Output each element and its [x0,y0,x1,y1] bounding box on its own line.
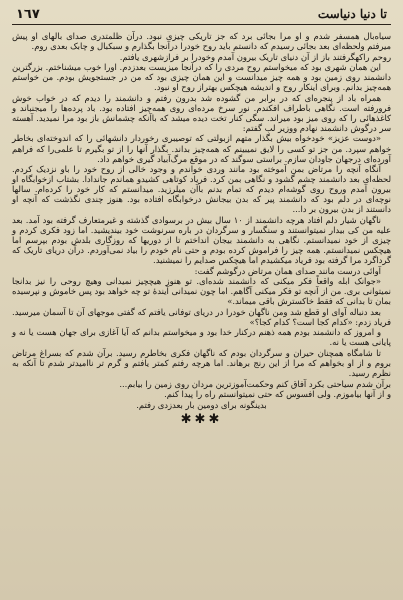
paragraph: «دوست عزیز» خودخواه بیش بگذار متهم ازبولتی که توصیبری رخوردار دانشهائی را که اندوخته‌ای بخاطر خواهم سپرد. من جز تو کسی را لایق نمیبینم که همه‌چیز بداند. بگذار آنها را از تو بگیرم تا علمی‌را که فراهم آورده‌ای درجهان جاودان سازم. براستی سوگند که در موقع مرگ‌آبیاد گیری خواهم داد. [12,133,391,164]
page-header [12,6,391,25]
paragraph: روحم راکهگرفتند باز از آن دنیای تاریک بیرون آمدم وخودرا بر فرازشهری یافتم. [119,51,391,62]
page-number: ١٦٧ [16,6,40,22]
paragraph: و از آنها بیاموزم. ولی افسوس که حتی نمیتوانستم راه را پیدا کنم. [164,389,391,400]
paragraph: ناگهان شیار دلم افتاد هرچه دانشمند از ۱۰ سال بیش در برسوادی گذشته و غیرمتعارف گرفته بود آمد. بعد علیه من کی بیدار نمیتوانستند و سنگسار و سرگردان در باره سرنوشت خود بیندیشید. اما زود فکری کردم و چیزی از خود نمیدانستم. نگاهی به دانشمند بیجان انداختم تا از دوریها که روزگاری بلدش بودم بپرسم اما هیچکس نمیدانستم. همه چیز را فراموش کرده بودم و حتی نام خودم را بیاد نمی‌آوردم. درآن دریای تاریک که گرداگرد مرا گرفته بود فریاد میکشیدم اما هیچکس صدایم را نمیشنید. [12,214,391,266]
paragraph: تا شامگاه همچنان حیران و سرگردان بودم که ناگهان فکری بخاطرم رسید. برآن شدم که بسراغ مرتاض بروم و از او بخواهم که مرا از این رنج برهاند. اما هرچه رفتم کمتر یافتم و گرم تر ناامیدتر شدم تا آنکه به نظرم رسید. [12,347,391,379]
paragraph: آنگاه آنچه را مرتاض بمن آموخته بود مانند وردی خواندم و وجود خالی از روح خود را باو نزدیک کردم. لحظه‌ای بعد دانشمند چشم گشود و نگاهی بمن کرد. فریاد کوتاهی کشیدو هماندم جاندادا. بشتاب ازخوابگاه او بیرون آمدم وروح روی گوشه‌ام دیدم که تمام بدنم باآن میلرزید. میدانستم که کار خود را کرده‌ام. سالها نوچه‌ای در دلم بود که دانشمند پیر که بدن بیجانش درخوابگاه افتاده بود. هنوز چندی نگذشت که آنچه او دانستند از بدن بیرون بر دا... [12,164,391,215]
closing-line: بدینگونه برای دومین بار بعدزدی رفتم. [136,399,267,410]
page-body [12,31,391,427]
paragraph: و امروز که دانشمند بودم همه ذهنم درکنار خدا بود و میخواستم بدانم که آیا آغازی برای جهان هست یا نه و پایانی هست یا نه. [12,327,391,348]
running-title: تا دنیا دنیاست [317,7,387,21]
paragraph: بعد دنباله آوای او قطع شد ومن ناگهان خودرا در دریای توفانی یافتم که گفتی موجهای آن تا آسمان میرسید. فریاد زدم: «کدام کجا است؟ کدام کجا؟» [12,306,391,327]
paragraph: سیاه‌بال همسفر شدم و او مرا بجائی برد که جز تاریکی چیزی نبود. درآن ظلمتدری صدای بالهای او پیش میرفتم ولحظه‌ای بعد بجائی رسیدم که دانستم باید روح خودرا درآنجا بگذارم و سبکبال و چابک بعدی روم. [12,31,391,52]
paragraph: همراه باد از پنجره‌ای که در برابر من گشوده شد بدرون رفتم و دانشمند را دیدم که در خواب خوش فرورفته است. نگاهی باطراف افکندم. نور سرخ مرده‌ای روی همه‌چیز افتاده بود. باد پرده‌ها را میجنباند و کاغذهائی را که روی میز بود میراند. سگی کنار تخت دیده میشد که باآنکه چشمانش باز بود مرا نمیدید. آهسته سر درگوش دانشمند نهادم ووزیر لب گفتم: [12,92,391,133]
section-ornament: ✱✱✱ [180,411,223,427]
paragraph: «جوانک ابله واقعاً فکر میکنی که دانشمند شده‌ای. تو هنوز هیچچیز نمیدانی وهیچ روحی را نیز بدانجا نمیتوانی بری. من از آنچه تو فکر میکنی آگاهم. اما چون نمیدانی آیندهٔ تو چه خواهد بود پس خاموش و نپرسیده بمان تا بدانی که فقط خاکسترش باقی میماند.» [12,276,391,307]
paragraph: آوائی درست مانند صدای همان مرتاض درگوشم گفت: [194,265,381,276]
paragraph: برآن شدم سیاحتی بکرد آفاق کنم وحکمت‌آموزترین مردان روی زمین را بیابم... [119,378,391,389]
paragraph: این همان شهری بود که میخواستم روح مردی را که درآنجا میزیست بعدزدم. اورا خوب میشناختم. بزرگترین دانشمند روی زمین بود و همه چیز میدانست و این همان چیزی بود که من در جستجویش بودم. من خواستم همه‌چیز بدانم. وبرای اینکار روح و اندیشه هیچکس بهتراز روح او نبود. [12,62,391,93]
